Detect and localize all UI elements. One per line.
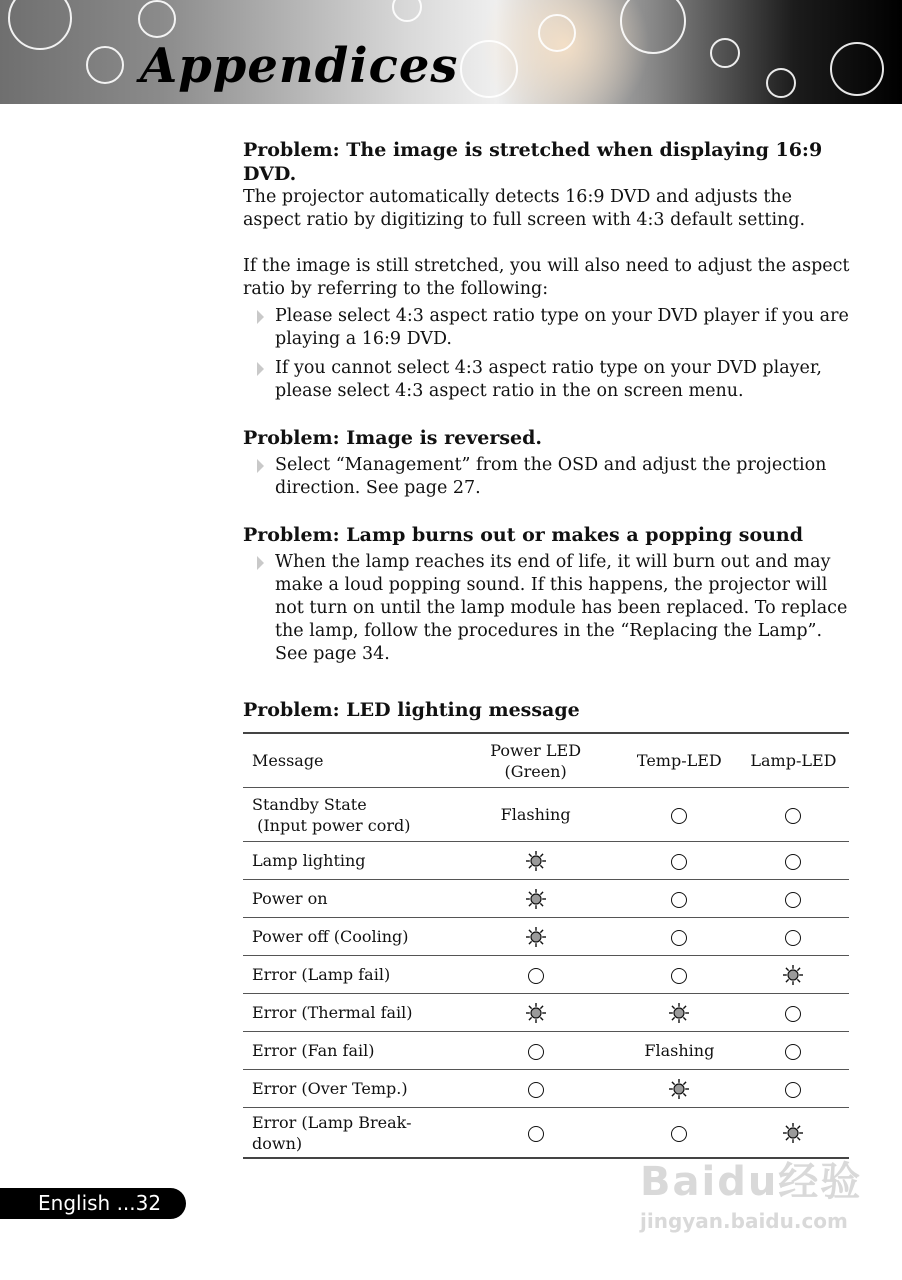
message-cell: Power on bbox=[243, 880, 450, 918]
list-item bbox=[255, 551, 855, 666]
power-led-cell bbox=[450, 1070, 620, 1108]
led-on-icon bbox=[525, 1002, 547, 1021]
table-row bbox=[243, 788, 849, 842]
message-cell: Error (Thermal fail) bbox=[243, 994, 450, 1032]
temp-led-cell bbox=[621, 788, 738, 842]
power-led-cell bbox=[450, 1032, 620, 1070]
power-led-cell bbox=[450, 880, 620, 918]
watermark-url: jingyan.baidu.com bbox=[640, 1209, 848, 1233]
bullet-list bbox=[255, 305, 855, 403]
page-title: Appendices bbox=[140, 38, 459, 94]
page-number-tab: English ...32 bbox=[0, 1188, 186, 1219]
section-heading: Problem: LED lighting message bbox=[243, 699, 580, 721]
led-on-icon bbox=[525, 926, 547, 945]
power-led-cell: Flashing bbox=[450, 788, 620, 842]
led-off-icon bbox=[671, 968, 687, 984]
temp-led-cell bbox=[621, 994, 738, 1032]
paragraph: If the image is still stretched, you will also need to adjust the aspect ratio by referring to the following: bbox=[243, 256, 850, 299]
led-off-icon bbox=[671, 854, 687, 870]
bullet-arrow-icon bbox=[257, 310, 264, 324]
led-on-icon bbox=[525, 888, 547, 907]
list-item bbox=[255, 305, 855, 351]
section-heading: Problem: Image is reversed. bbox=[243, 427, 543, 449]
led-off-icon bbox=[671, 1126, 687, 1142]
temp-led-cell bbox=[621, 1070, 738, 1108]
message-cell: Error (Fan fail) bbox=[243, 1032, 450, 1070]
bullet-list bbox=[255, 551, 855, 666]
message-cell: Lamp lighting bbox=[243, 842, 450, 880]
led-on-icon bbox=[525, 850, 547, 869]
led-off-icon bbox=[785, 892, 801, 908]
led-off-icon bbox=[671, 930, 687, 946]
led-off-icon bbox=[671, 892, 687, 908]
section-heading: Problem: Lamp burns out or makes a popping sound bbox=[243, 524, 804, 546]
list-item bbox=[255, 454, 855, 500]
led-status-table bbox=[243, 732, 849, 1159]
message-cell: Standby State (Input power cord) bbox=[243, 788, 450, 842]
column-header: Message bbox=[243, 733, 450, 788]
led-off-icon bbox=[785, 1006, 801, 1022]
watermark bbox=[640, 1150, 862, 1233]
lamp-led-cell bbox=[738, 918, 849, 956]
table-row bbox=[243, 842, 849, 880]
lamp-led-cell bbox=[738, 1070, 849, 1108]
bullet-text: If you cannot select 4:3 aspect ratio type on your DVD player, please select 4:3 aspect ratio in the on screen menu. bbox=[275, 358, 822, 401]
led-off-icon bbox=[528, 1126, 544, 1142]
message-cell: Error (Lamp Break- down) bbox=[243, 1108, 450, 1159]
bullet-arrow-icon bbox=[257, 459, 264, 473]
bullet-text: Select “Management” from the OSD and adjust the projection direction. See page 27. bbox=[275, 455, 827, 498]
power-led-cell bbox=[450, 994, 620, 1032]
temp-led-cell bbox=[621, 842, 738, 880]
table-row bbox=[243, 918, 849, 956]
lamp-led-cell bbox=[738, 956, 849, 994]
power-led-cell bbox=[450, 842, 620, 880]
watermark-logo: Baidu经验 bbox=[640, 1159, 863, 1205]
led-off-icon bbox=[528, 1082, 544, 1098]
temp-led-cell bbox=[621, 880, 738, 918]
table-row bbox=[243, 956, 849, 994]
table-row bbox=[243, 1032, 849, 1070]
bullet-text: When the lamp reaches its end of life, it will burn out and may make a loud popping sound. If this happens, the projector will not turn on until the lamp module has been replaced. To replace the lamp, follow the procedures in the “Replacing the Lamp”. See page 34. bbox=[275, 552, 848, 664]
lamp-led-cell bbox=[738, 880, 849, 918]
column-header: Lamp-LED bbox=[738, 733, 849, 788]
power-led-cell bbox=[450, 1108, 620, 1159]
led-on-icon bbox=[668, 1002, 690, 1021]
temp-led-cell bbox=[621, 918, 738, 956]
message-cell: Error (Over Temp.) bbox=[243, 1070, 450, 1108]
temp-led-cell bbox=[621, 956, 738, 994]
table-row bbox=[243, 994, 849, 1032]
led-off-icon bbox=[528, 1044, 544, 1060]
table-row bbox=[243, 880, 849, 918]
led-off-icon bbox=[785, 1044, 801, 1060]
bullet-arrow-icon bbox=[257, 362, 264, 376]
led-off-icon bbox=[785, 930, 801, 946]
column-header: Power LED (Green) bbox=[450, 733, 620, 788]
bullet-list bbox=[255, 454, 855, 500]
led-off-icon bbox=[785, 808, 801, 824]
temp-led-cell: Flashing bbox=[621, 1032, 738, 1070]
lamp-led-cell bbox=[738, 842, 849, 880]
led-off-icon bbox=[785, 854, 801, 870]
bullet-arrow-icon bbox=[257, 556, 264, 570]
table-row bbox=[243, 1070, 849, 1108]
content-area bbox=[243, 138, 855, 722]
paragraph: The projector automatically detects 16:9 DVD and adjusts the aspect ratio by digitizing to full screen with 4:3 default setting. bbox=[243, 187, 806, 230]
led-off-icon bbox=[785, 1082, 801, 1098]
led-on-icon bbox=[668, 1078, 690, 1097]
led-off-icon bbox=[671, 808, 687, 824]
bullet-text: Please select 4:3 aspect ratio type on your DVD player if you are playing a 16:9 DVD. bbox=[275, 306, 849, 349]
section-heading: Problem: The image is stretched when displaying 16:9 DVD. bbox=[243, 139, 823, 185]
header-banner bbox=[0, 0, 902, 104]
led-off-icon bbox=[528, 968, 544, 984]
lamp-led-cell bbox=[738, 994, 849, 1032]
message-cell: Power off (Cooling) bbox=[243, 918, 450, 956]
list-item bbox=[255, 357, 855, 403]
lamp-led-cell bbox=[738, 788, 849, 842]
led-on-icon bbox=[782, 1122, 804, 1141]
column-header: Temp-LED bbox=[621, 733, 738, 788]
message-cell: Error (Lamp fail) bbox=[243, 956, 450, 994]
power-led-cell bbox=[450, 918, 620, 956]
led-on-icon bbox=[782, 964, 804, 983]
lamp-led-cell bbox=[738, 1032, 849, 1070]
power-led-cell bbox=[450, 956, 620, 994]
